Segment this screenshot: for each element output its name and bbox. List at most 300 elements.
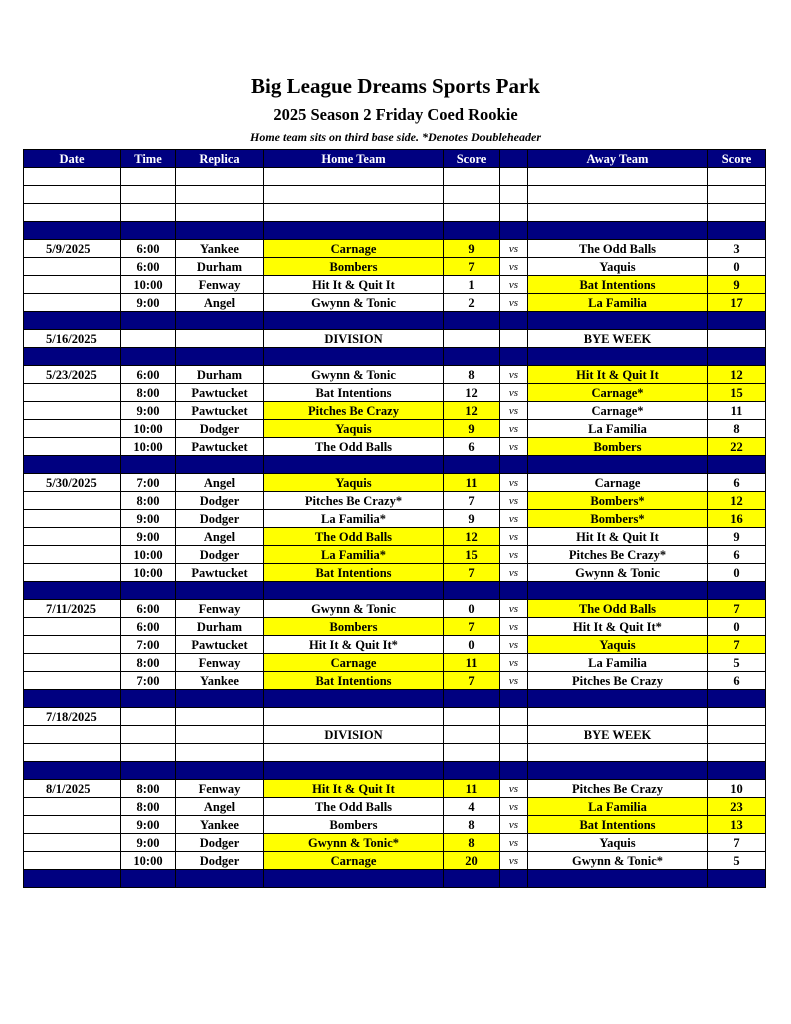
game-row xyxy=(24,816,766,834)
cell-away-team xyxy=(528,690,708,708)
cell-vs xyxy=(500,726,528,744)
cell-away-score xyxy=(708,762,766,780)
game-row xyxy=(24,654,766,672)
cell-time: 7:00 xyxy=(121,474,176,492)
cell-home-team: Carnage xyxy=(264,240,444,258)
cell-home-score: 4 xyxy=(444,798,500,816)
cell-date xyxy=(24,312,121,330)
cell-vs: vs xyxy=(500,798,528,816)
game-row xyxy=(24,366,766,384)
cell-time xyxy=(121,690,176,708)
cell-away-score: 7 xyxy=(708,636,766,654)
cell-date xyxy=(24,654,121,672)
cell-date: 5/9/2025 xyxy=(24,240,121,258)
cell-away-score xyxy=(708,312,766,330)
cell-date xyxy=(24,492,121,510)
game-row xyxy=(24,492,766,510)
cell-date xyxy=(24,582,121,600)
cell-home-team xyxy=(264,762,444,780)
cell-away-team: Bombers* xyxy=(528,510,708,528)
game-row xyxy=(24,618,766,636)
game-row xyxy=(24,510,766,528)
header-time: Time xyxy=(121,150,176,168)
cell-away-team: Hit It & Quit It* xyxy=(528,618,708,636)
cell-away-team: Carnage* xyxy=(528,384,708,402)
cell-home-team xyxy=(264,456,444,474)
cell-away-score xyxy=(708,330,766,348)
cell-vs: vs xyxy=(500,780,528,798)
cell-vs: vs xyxy=(500,474,528,492)
cell-date xyxy=(24,798,121,816)
cell-away-score: 6 xyxy=(708,474,766,492)
cell-away-score: 22 xyxy=(708,438,766,456)
cell-away-team xyxy=(528,204,708,222)
cell-vs xyxy=(500,708,528,726)
cell-away-team: Yaquis xyxy=(528,636,708,654)
cell-home-score: 12 xyxy=(444,384,500,402)
cell-away-team: The Odd Balls xyxy=(528,600,708,618)
cell-away-team xyxy=(528,312,708,330)
cell-home-score xyxy=(444,456,500,474)
cell-time: 7:00 xyxy=(121,636,176,654)
cell-date xyxy=(24,348,121,366)
cell-home-team: Carnage xyxy=(264,654,444,672)
cell-home-score xyxy=(444,762,500,780)
cell-home-team xyxy=(264,222,444,240)
cell-vs: vs xyxy=(500,618,528,636)
cell-time: 9:00 xyxy=(121,816,176,834)
cell-vs xyxy=(500,168,528,186)
cell-replica xyxy=(176,330,264,348)
cell-replica: Fenway xyxy=(176,276,264,294)
cell-vs: vs xyxy=(500,366,528,384)
cell-time xyxy=(121,168,176,186)
cell-time: 9:00 xyxy=(121,528,176,546)
week-separator-band xyxy=(24,456,766,474)
cell-home-team: Bombers xyxy=(264,258,444,276)
cell-home-score: 7 xyxy=(444,618,500,636)
cell-date: 8/1/2025 xyxy=(24,780,121,798)
cell-date: 7/18/2025 xyxy=(24,708,121,726)
week-separator-band xyxy=(24,762,766,780)
cell-time xyxy=(121,744,176,762)
cell-date xyxy=(24,456,121,474)
cell-away-team: Bombers xyxy=(528,438,708,456)
cell-vs: vs xyxy=(500,654,528,672)
cell-away-score: 0 xyxy=(708,618,766,636)
cell-away-score xyxy=(708,204,766,222)
cell-replica: Dodger xyxy=(176,510,264,528)
cell-vs: vs xyxy=(500,240,528,258)
cell-vs xyxy=(500,744,528,762)
cell-away-team: Yaquis xyxy=(528,258,708,276)
game-row xyxy=(24,798,766,816)
cell-date xyxy=(24,690,121,708)
cell-away-team: Pitches Be Crazy* xyxy=(528,546,708,564)
game-row xyxy=(24,600,766,618)
cell-away-score: 5 xyxy=(708,654,766,672)
cell-replica: Fenway xyxy=(176,654,264,672)
week-separator-band xyxy=(24,870,766,888)
cell-time xyxy=(121,456,176,474)
cell-replica: Durham xyxy=(176,366,264,384)
cell-home-score xyxy=(444,582,500,600)
cell-home-team xyxy=(264,582,444,600)
cell-vs: vs xyxy=(500,528,528,546)
cell-away-score: 0 xyxy=(708,258,766,276)
cell-home-score: 9 xyxy=(444,240,500,258)
cell-home-team: Bombers xyxy=(264,816,444,834)
cell-home-score xyxy=(444,708,500,726)
cell-away-team xyxy=(528,222,708,240)
week-separator-band xyxy=(24,582,766,600)
cell-away-score xyxy=(708,870,766,888)
header-row xyxy=(24,150,766,168)
cell-away-team xyxy=(528,186,708,204)
page-title: Big League Dreams Sports Park xyxy=(251,74,540,98)
cell-away-score: 11 xyxy=(708,402,766,420)
cell-home-score xyxy=(444,222,500,240)
cell-time xyxy=(121,870,176,888)
cell-home-team: Yaquis xyxy=(264,474,444,492)
cell-date xyxy=(24,510,121,528)
cell-replica: Pawtucket xyxy=(176,438,264,456)
cell-home-team: Gwynn & Tonic xyxy=(264,294,444,312)
cell-replica xyxy=(176,348,264,366)
cell-time: 6:00 xyxy=(121,600,176,618)
week-separator-band xyxy=(24,312,766,330)
cell-time: 7:00 xyxy=(121,672,176,690)
cell-date xyxy=(24,402,121,420)
cell-home-score: 11 xyxy=(444,474,500,492)
cell-away-team: La Familia xyxy=(528,294,708,312)
cell-vs: vs xyxy=(500,294,528,312)
cell-time xyxy=(121,330,176,348)
cell-replica: Yankee xyxy=(176,240,264,258)
game-row xyxy=(24,438,766,456)
cell-home-team xyxy=(264,708,444,726)
cell-time: 10:00 xyxy=(121,564,176,582)
cell-time xyxy=(121,312,176,330)
game-row xyxy=(24,780,766,798)
header-home-score: Score xyxy=(444,150,500,168)
cell-away-score xyxy=(708,744,766,762)
cell-date xyxy=(24,420,121,438)
cell-vs xyxy=(500,186,528,204)
cell-away-score: 10 xyxy=(708,780,766,798)
cell-home-score: 9 xyxy=(444,420,500,438)
cell-home-team: DIVISION xyxy=(264,330,444,348)
game-row xyxy=(24,402,766,420)
cell-replica: Fenway xyxy=(176,780,264,798)
cell-home-team: Gwynn & Tonic* xyxy=(264,834,444,852)
week-separator-band xyxy=(24,222,766,240)
cell-home-score: 7 xyxy=(444,492,500,510)
cell-home-score xyxy=(444,690,500,708)
cell-replica xyxy=(176,168,264,186)
cell-vs: vs xyxy=(500,438,528,456)
cell-away-team: Yaquis xyxy=(528,834,708,852)
schedule-body xyxy=(24,168,766,888)
game-row xyxy=(24,528,766,546)
cell-date xyxy=(24,438,121,456)
cell-home-score: 8 xyxy=(444,366,500,384)
cell-home-score: 2 xyxy=(444,294,500,312)
blank-row xyxy=(24,204,766,222)
cell-away-team xyxy=(528,744,708,762)
cell-time: 8:00 xyxy=(121,384,176,402)
week-separator-band xyxy=(24,348,766,366)
cell-away-score: 7 xyxy=(708,600,766,618)
cell-away-score xyxy=(708,168,766,186)
cell-replica xyxy=(176,582,264,600)
cell-vs xyxy=(500,312,528,330)
cell-vs: vs xyxy=(500,852,528,870)
cell-time: 10:00 xyxy=(121,438,176,456)
cell-vs: vs xyxy=(500,258,528,276)
cell-home-score: 1 xyxy=(444,276,500,294)
cell-away-score: 9 xyxy=(708,276,766,294)
cell-vs xyxy=(500,582,528,600)
header-home-team: Home Team xyxy=(264,150,444,168)
cell-replica: Dodger xyxy=(176,852,264,870)
cell-home-team: Gwynn & Tonic xyxy=(264,600,444,618)
game-row xyxy=(24,672,766,690)
cell-replica: Angel xyxy=(176,474,264,492)
cell-date xyxy=(24,384,121,402)
game-row xyxy=(24,726,766,744)
cell-home-team: Bat Intentions xyxy=(264,384,444,402)
cell-home-team xyxy=(264,312,444,330)
cell-away-score xyxy=(708,582,766,600)
cell-home-team: Yaquis xyxy=(264,420,444,438)
game-row xyxy=(24,708,766,726)
cell-away-score xyxy=(708,708,766,726)
cell-away-team: Hit It & Quit It xyxy=(528,528,708,546)
cell-replica: Pawtucket xyxy=(176,564,264,582)
cell-date xyxy=(24,528,121,546)
cell-replica xyxy=(176,726,264,744)
blank-row xyxy=(24,744,766,762)
cell-home-score: 6 xyxy=(444,438,500,456)
cell-vs: vs xyxy=(500,492,528,510)
cell-date xyxy=(24,276,121,294)
cell-vs xyxy=(500,330,528,348)
cell-date: 5/23/2025 xyxy=(24,366,121,384)
cell-time: 10:00 xyxy=(121,546,176,564)
cell-time xyxy=(121,708,176,726)
cell-time: 6:00 xyxy=(121,618,176,636)
cell-vs: vs xyxy=(500,402,528,420)
cell-away-team: Carnage xyxy=(528,474,708,492)
cell-away-team xyxy=(528,456,708,474)
cell-vs: vs xyxy=(500,546,528,564)
cell-date xyxy=(24,294,121,312)
cell-away-team: Pitches Be Crazy xyxy=(528,672,708,690)
page-subtitle: 2025 Season 2 Friday Coed Rookie xyxy=(273,105,518,124)
cell-date xyxy=(24,834,121,852)
cell-away-team: BYE WEEK xyxy=(528,330,708,348)
cell-date: 7/11/2025 xyxy=(24,600,121,618)
cell-away-score: 8 xyxy=(708,420,766,438)
cell-vs: vs xyxy=(500,672,528,690)
cell-away-team xyxy=(528,762,708,780)
cell-replica: Pawtucket xyxy=(176,384,264,402)
cell-replica xyxy=(176,744,264,762)
schedule-table xyxy=(23,149,766,888)
cell-replica xyxy=(176,870,264,888)
cell-home-team xyxy=(264,168,444,186)
cell-replica: Angel xyxy=(176,798,264,816)
cell-home-score xyxy=(444,186,500,204)
cell-away-team xyxy=(528,870,708,888)
cell-time xyxy=(121,186,176,204)
cell-away-score: 16 xyxy=(708,510,766,528)
cell-vs: vs xyxy=(500,276,528,294)
game-row xyxy=(24,474,766,492)
cell-replica: Dodger xyxy=(176,834,264,852)
cell-vs xyxy=(500,222,528,240)
header-away-score: Score xyxy=(708,150,766,168)
game-row xyxy=(24,330,766,348)
cell-away-team: La Familia xyxy=(528,798,708,816)
cell-vs: vs xyxy=(500,834,528,852)
cell-home-team xyxy=(264,690,444,708)
game-row xyxy=(24,834,766,852)
cell-date: 5/30/2025 xyxy=(24,474,121,492)
cell-away-score: 6 xyxy=(708,672,766,690)
cell-away-team: Hit It & Quit It xyxy=(528,366,708,384)
header-replica: Replica xyxy=(176,150,264,168)
cell-time xyxy=(121,204,176,222)
cell-away-team: Gwynn & Tonic xyxy=(528,564,708,582)
cell-away-score: 9 xyxy=(708,528,766,546)
cell-time: 9:00 xyxy=(121,510,176,528)
cell-date xyxy=(24,852,121,870)
cell-home-team xyxy=(264,744,444,762)
cell-away-score: 0 xyxy=(708,564,766,582)
cell-home-team: Pitches Be Crazy xyxy=(264,402,444,420)
cell-replica xyxy=(176,456,264,474)
game-row xyxy=(24,636,766,654)
cell-replica: Yankee xyxy=(176,816,264,834)
cell-away-team: Carnage* xyxy=(528,402,708,420)
cell-vs: vs xyxy=(500,600,528,618)
cell-replica xyxy=(176,186,264,204)
cell-time xyxy=(121,222,176,240)
game-row xyxy=(24,240,766,258)
cell-home-score xyxy=(444,348,500,366)
cell-time: 8:00 xyxy=(121,654,176,672)
cell-home-team: Hit It & Quit It xyxy=(264,780,444,798)
cell-replica xyxy=(176,204,264,222)
cell-vs: vs xyxy=(500,816,528,834)
cell-away-score xyxy=(708,726,766,744)
cell-home-score xyxy=(444,744,500,762)
cell-replica: Durham xyxy=(176,258,264,276)
header-vs xyxy=(500,150,528,168)
cell-date xyxy=(24,204,121,222)
cell-time: 6:00 xyxy=(121,258,176,276)
game-row xyxy=(24,258,766,276)
cell-home-score: 11 xyxy=(444,654,500,672)
cell-home-score xyxy=(444,870,500,888)
cell-home-score: 0 xyxy=(444,600,500,618)
cell-home-team xyxy=(264,348,444,366)
cell-time: 8:00 xyxy=(121,492,176,510)
cell-replica xyxy=(176,762,264,780)
cell-replica: Yankee xyxy=(176,672,264,690)
cell-time: 8:00 xyxy=(121,798,176,816)
cell-date xyxy=(24,726,121,744)
cell-away-score xyxy=(708,222,766,240)
cell-home-team: Hit It & Quit It* xyxy=(264,636,444,654)
cell-away-score: 7 xyxy=(708,834,766,852)
cell-vs xyxy=(500,204,528,222)
cell-home-team: La Familia* xyxy=(264,546,444,564)
cell-replica: Pawtucket xyxy=(176,636,264,654)
cell-date xyxy=(24,546,121,564)
cell-home-score: 9 xyxy=(444,510,500,528)
page-note: Home team sits on third base side. *Denotes Doubleheader xyxy=(250,130,541,144)
cell-home-score: 20 xyxy=(444,852,500,870)
cell-date xyxy=(24,258,121,276)
cell-time xyxy=(121,762,176,780)
cell-vs: vs xyxy=(500,636,528,654)
cell-time: 9:00 xyxy=(121,294,176,312)
cell-replica: Dodger xyxy=(176,546,264,564)
cell-time: 10:00 xyxy=(121,276,176,294)
cell-time: 8:00 xyxy=(121,780,176,798)
game-row xyxy=(24,852,766,870)
cell-home-team: DIVISION xyxy=(264,726,444,744)
game-row xyxy=(24,384,766,402)
cell-away-score: 12 xyxy=(708,492,766,510)
cell-home-team: Hit It & Quit It xyxy=(264,276,444,294)
cell-away-team xyxy=(528,708,708,726)
cell-vs xyxy=(500,762,528,780)
cell-home-score xyxy=(444,726,500,744)
cell-home-team: The Odd Balls xyxy=(264,798,444,816)
cell-home-score: 11 xyxy=(444,780,500,798)
cell-home-team: Pitches Be Crazy* xyxy=(264,492,444,510)
cell-time: 9:00 xyxy=(121,402,176,420)
cell-vs: vs xyxy=(500,564,528,582)
cell-away-score xyxy=(708,348,766,366)
cell-away-team: Bat Intentions xyxy=(528,816,708,834)
cell-vs xyxy=(500,456,528,474)
cell-time: 10:00 xyxy=(121,852,176,870)
cell-away-team xyxy=(528,168,708,186)
cell-replica xyxy=(176,222,264,240)
cell-home-score: 8 xyxy=(444,816,500,834)
cell-date xyxy=(24,564,121,582)
game-row xyxy=(24,420,766,438)
week-separator-band xyxy=(24,690,766,708)
cell-date xyxy=(24,636,121,654)
cell-home-score xyxy=(444,330,500,348)
cell-time: 6:00 xyxy=(121,240,176,258)
cell-date xyxy=(24,744,121,762)
cell-time xyxy=(121,582,176,600)
cell-away-team: La Familia xyxy=(528,654,708,672)
cell-away-team: Gwynn & Tonic* xyxy=(528,852,708,870)
cell-home-team xyxy=(264,204,444,222)
cell-away-score xyxy=(708,186,766,204)
cell-time: 10:00 xyxy=(121,420,176,438)
blank-row xyxy=(24,186,766,204)
cell-date xyxy=(24,870,121,888)
